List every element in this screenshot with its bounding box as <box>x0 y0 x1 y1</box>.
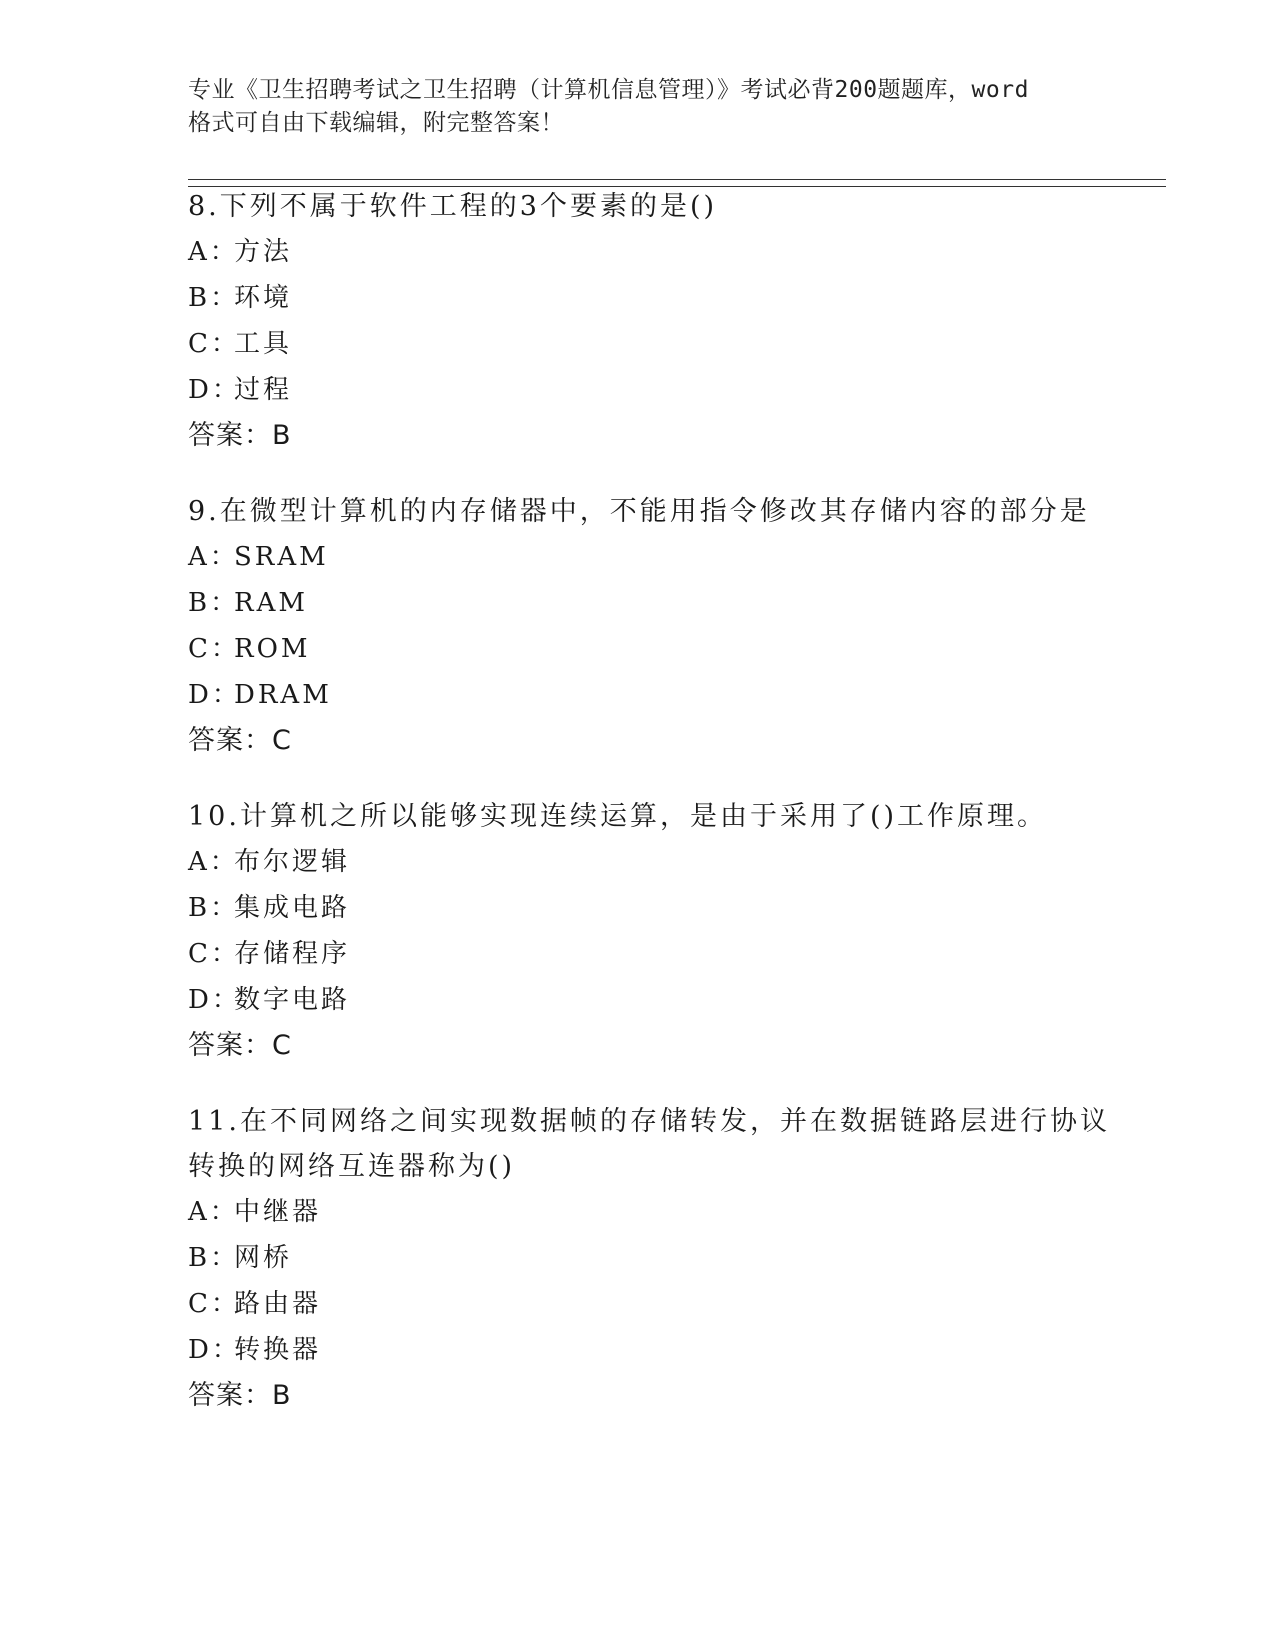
option-letter: C： <box>188 634 240 664</box>
option-text: 方法 <box>234 237 293 267</box>
question-title: 11.在不同网络之间实现数据帧的存储转发，并在数据链路层进行协议 <box>188 1106 1110 1137</box>
option-c <box>188 321 1168 367</box>
option-b <box>188 885 1168 931</box>
answer-line: 答案：C <box>188 725 292 756</box>
question-block <box>188 184 1168 459</box>
option-text: 存储程序 <box>234 939 351 969</box>
option-letter: A： <box>188 237 239 267</box>
option-text: 环境 <box>234 283 293 313</box>
option-a <box>188 534 1168 580</box>
option-c <box>188 931 1168 977</box>
option-text: 过程 <box>234 375 293 405</box>
option-b <box>188 580 1168 626</box>
option-a <box>188 1189 1168 1235</box>
question-title-continued: 转换的网络互连器称为() <box>188 1151 516 1182</box>
option-c <box>188 626 1168 672</box>
answer-line: 答案：B <box>188 420 292 451</box>
option-d <box>188 977 1168 1023</box>
option-text: 中继器 <box>234 1197 322 1227</box>
option-text: 网桥 <box>234 1243 293 1273</box>
option-letter: A： <box>188 847 239 877</box>
option-letter: A： <box>188 542 239 572</box>
option-letter: C： <box>188 1289 240 1319</box>
question-block <box>188 794 1168 1069</box>
option-text: 工具 <box>234 329 293 359</box>
document-header <box>188 74 1088 140</box>
option-letter: B： <box>188 893 240 923</box>
option-letter: D： <box>188 1335 241 1365</box>
question-title: 9.在微型计算机的内存储器中，不能用指令修改其存储内容的部分是 <box>188 496 1090 527</box>
option-d <box>188 1327 1168 1373</box>
option-letter: C： <box>188 939 240 969</box>
option-letter: D： <box>188 680 241 710</box>
option-letter: C： <box>188 329 240 359</box>
answer-line: 答案：C <box>188 1030 292 1061</box>
option-letter: B： <box>188 1243 240 1273</box>
option-letter: A： <box>188 1197 239 1227</box>
option-letter: B： <box>188 588 240 618</box>
option-b <box>188 1235 1168 1281</box>
option-a <box>188 839 1168 885</box>
header-line-1: 专业《卫生招聘考试之卫生招聘（计算机信息管理）》考试必背200题题库，word <box>188 77 1029 103</box>
header-line-2: 格式可自由下载编辑，附完整答案！ <box>188 110 564 136</box>
option-text: ROM <box>234 634 311 664</box>
question-title: 10.计算机之所以能够实现连续运算，是由于采用了()工作原理。 <box>188 801 1048 832</box>
option-text: 布尔逻辑 <box>234 847 351 877</box>
option-b <box>188 275 1168 321</box>
question-block <box>188 489 1168 764</box>
option-text: 转换器 <box>234 1335 322 1365</box>
option-d <box>188 367 1168 413</box>
option-letter: D： <box>188 985 241 1015</box>
option-c <box>188 1281 1168 1327</box>
option-text: DRAM <box>234 680 332 710</box>
option-letter: B： <box>188 283 240 313</box>
question-block <box>188 1099 1168 1419</box>
option-text: 路由器 <box>234 1289 322 1319</box>
question-title: 8.下列不属于软件工程的3个要素的是() <box>188 191 718 222</box>
answer-line: 答案：B <box>188 1380 292 1411</box>
option-text: 数字电路 <box>234 985 351 1015</box>
option-d <box>188 672 1168 718</box>
option-text: SRAM <box>234 542 329 572</box>
option-text: 集成电路 <box>234 893 351 923</box>
option-letter: D： <box>188 375 241 405</box>
option-a <box>188 229 1168 275</box>
option-text: RAM <box>234 588 308 618</box>
